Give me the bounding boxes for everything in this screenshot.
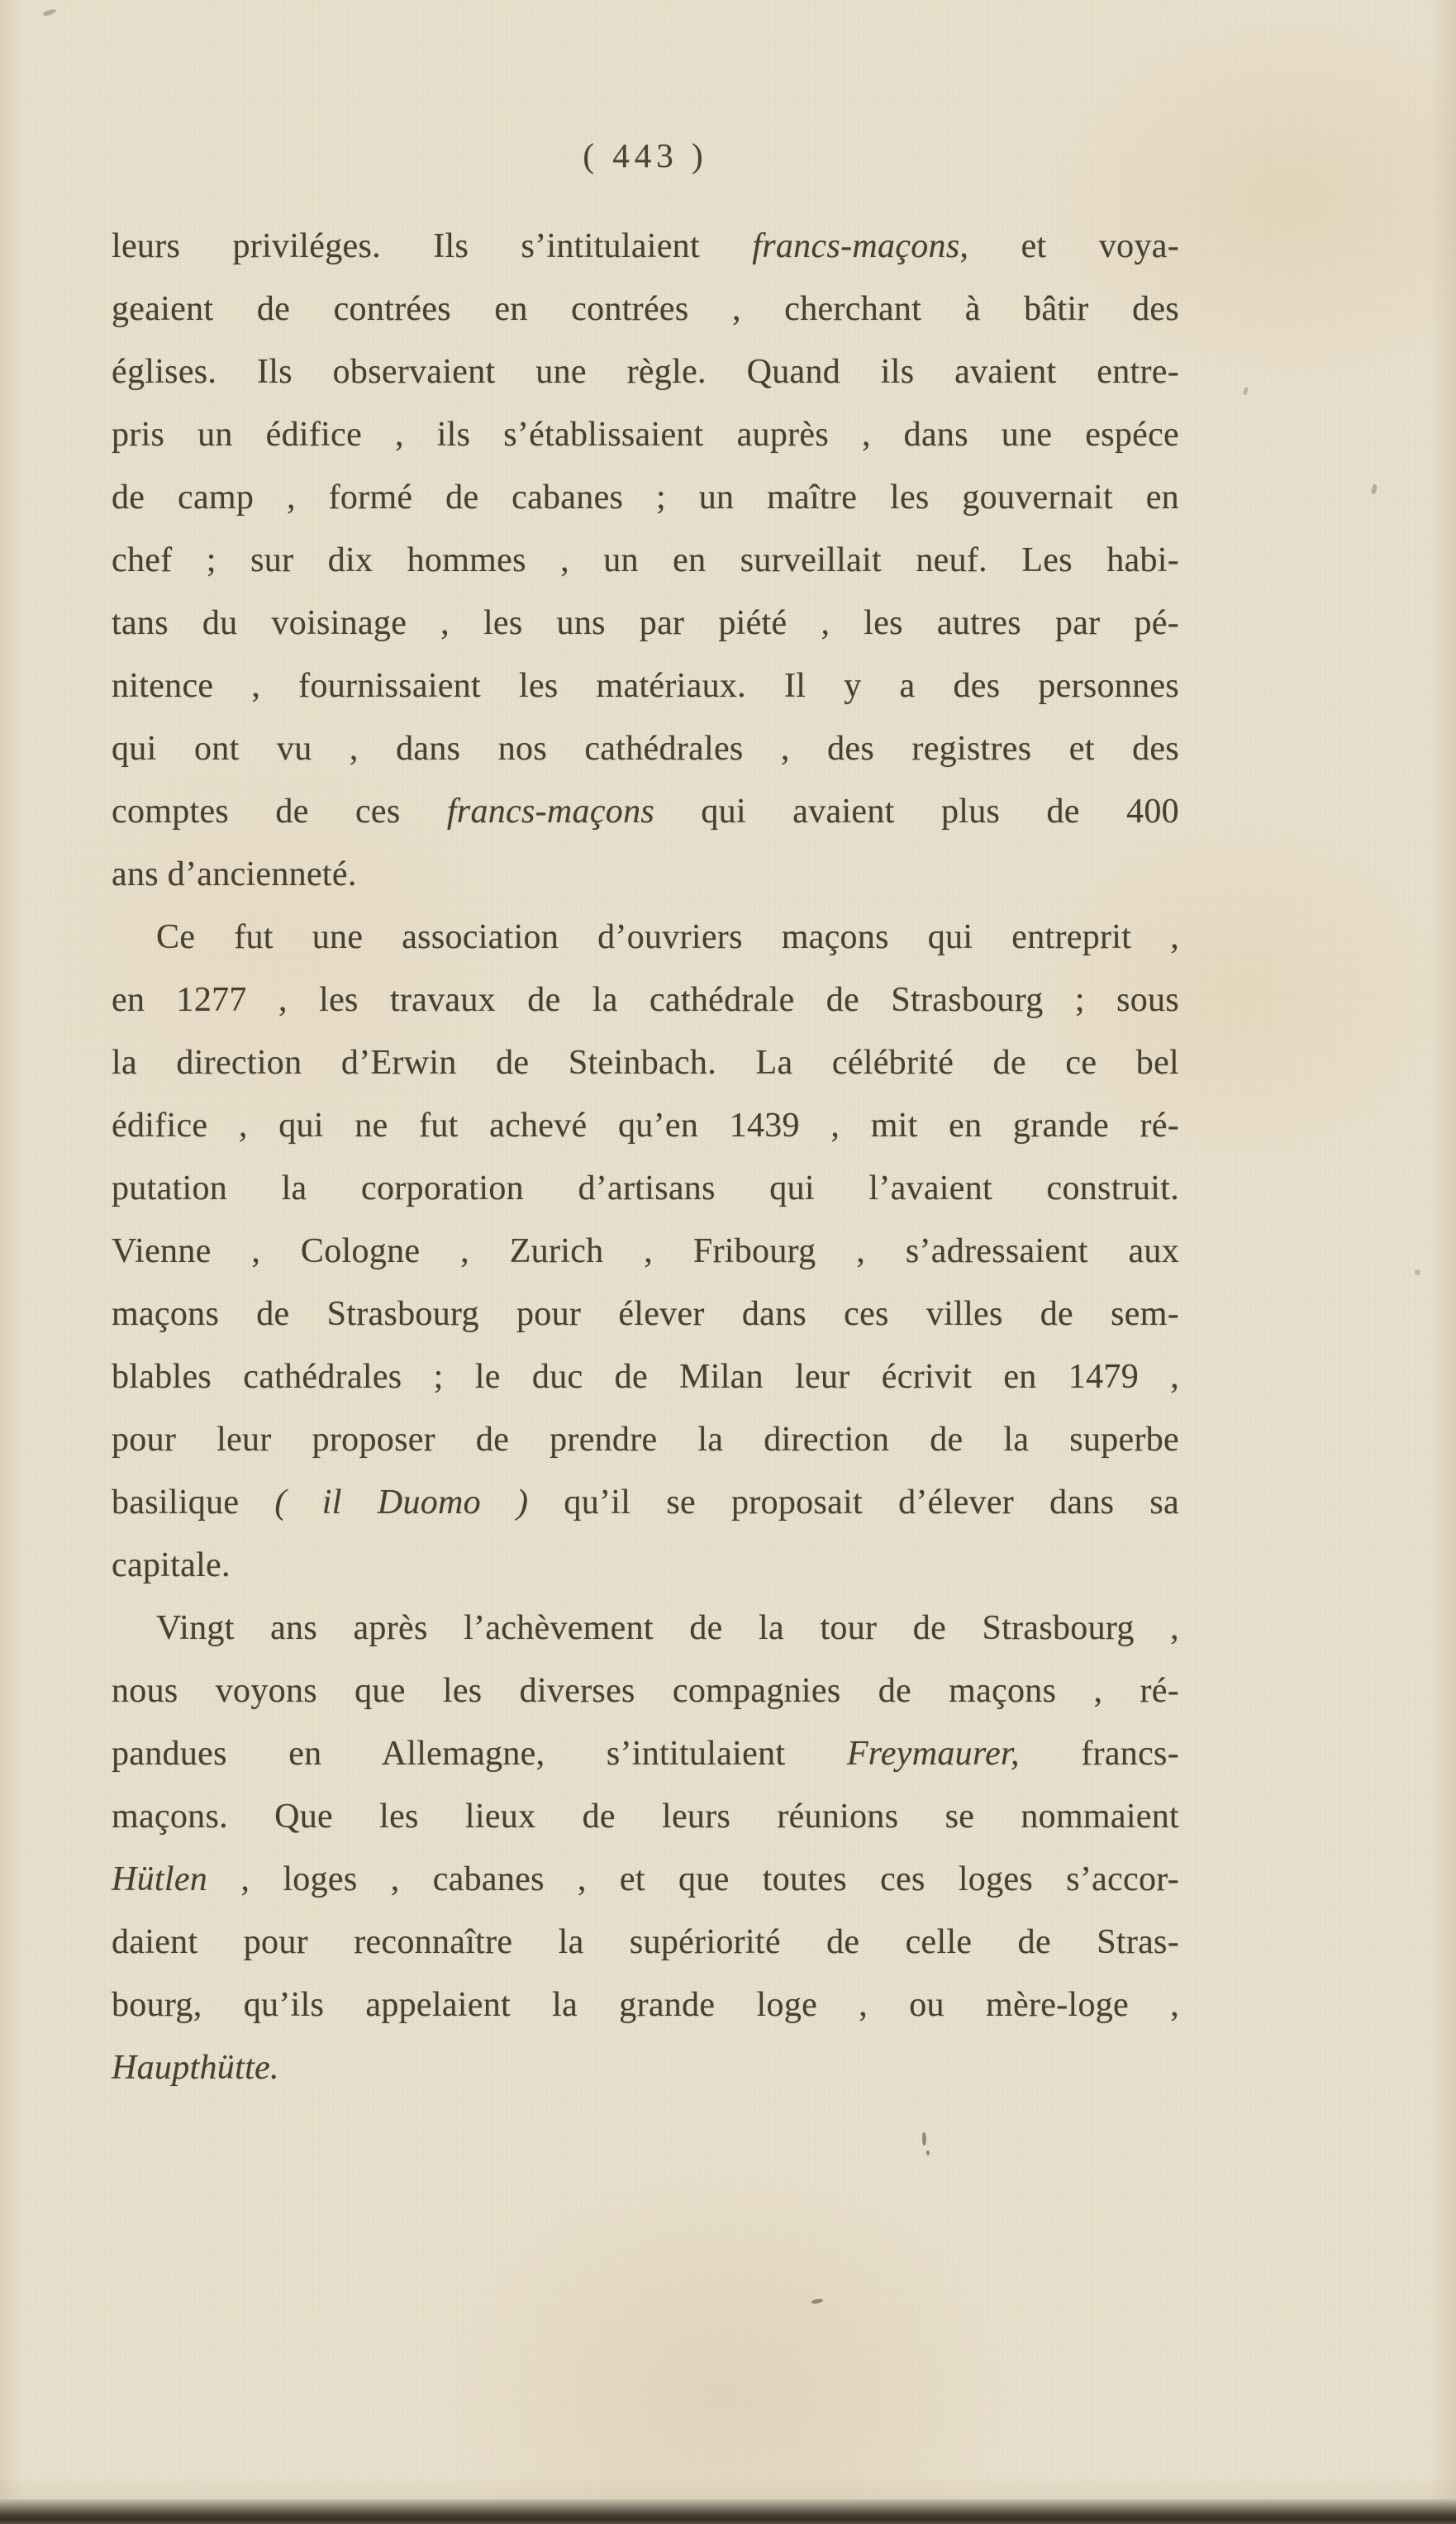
text-segment: églises. Ils observaient une règle. Quand ils avaient entre- xyxy=(112,353,1179,391)
paper-speck xyxy=(811,2298,824,2305)
text-line xyxy=(112,843,1179,906)
text-segment: leurs priviléges. Ils s’intitulaient xyxy=(112,227,753,265)
text-line xyxy=(112,1534,1179,1597)
text-line xyxy=(112,1345,1179,1408)
text-segment: édifice , qui ne fut achevé qu’en 1439 , mit en grande ré- xyxy=(112,1107,1179,1145)
text-line xyxy=(112,215,1179,278)
text-line xyxy=(112,341,1179,403)
text-line xyxy=(112,592,1179,655)
text-line xyxy=(112,1911,1179,1974)
text-line xyxy=(112,1722,1179,1785)
text-segment: nitence , fournissaient les matériaux. Il y a des personnes xyxy=(112,667,1179,705)
text-segment: ans d’ancienneté. xyxy=(112,855,357,893)
text-segment: tans du voisinage , les uns par piété , les autres par pé- xyxy=(112,604,1179,642)
text-line xyxy=(112,1597,1179,1660)
text-line xyxy=(112,1660,1179,1722)
paper-speck xyxy=(926,2150,930,2155)
text-segment: maçons de Strasbourg pour élever dans ces villes de sem- xyxy=(112,1295,1179,1333)
italic-text-segment: Haupthütte. xyxy=(112,2049,279,2087)
text-segment: pandues en Allemagne, s’intitulaient xyxy=(112,1735,847,1773)
text-segment: qu’il se proposait d’élever dans sa xyxy=(528,1483,1179,1522)
paper-speck xyxy=(42,7,56,17)
text-line xyxy=(112,1094,1179,1157)
text-line xyxy=(112,529,1179,592)
text-line xyxy=(112,403,1179,466)
paper-speck xyxy=(922,2132,926,2145)
text-segment: en 1277 , les travaux de la cathédrale de Strasbourg ; sous xyxy=(112,981,1179,1019)
text-segment: basilique xyxy=(112,1483,275,1522)
text-segment: Vienne , Cologne , Zurich , Fribourg , s’adressaient aux xyxy=(112,1232,1179,1270)
text-line xyxy=(112,1220,1179,1283)
paper-speck xyxy=(1370,483,1377,494)
paper-speck xyxy=(1415,1269,1420,1275)
text-segment: Ce fut une association d’ouvriers maçons qui entreprit , xyxy=(156,918,1179,956)
text-segment: maçons. Que les lieux de leurs réunions se nommaient xyxy=(112,1798,1179,1836)
paragraph xyxy=(112,1597,1179,2099)
text-block xyxy=(112,215,1179,2099)
italic-text-segment: ( il Duomo ) xyxy=(274,1483,529,1522)
text-segment: Vingt ans après l’achèvement de la tour de Strasbourg , xyxy=(156,1609,1179,1647)
text-line xyxy=(112,906,1179,969)
text-segment: qui ont vu , dans nos cathédrales , des registres et des xyxy=(112,730,1179,768)
text-line xyxy=(112,969,1179,1031)
italic-text-segment: Hütlen xyxy=(112,1860,208,1898)
page-number: ( 443 ) xyxy=(583,136,708,174)
text-segment: geaient de contrées en contrées , cherchant à bâtir des xyxy=(112,290,1179,328)
text-segment: putation la corporation d’artisans qui l’avaient construit. xyxy=(112,1169,1179,1207)
text-segment: capitale. xyxy=(112,1546,231,1584)
text-segment: chef ; sur dix hommes , un en surveillait neuf. Les habi- xyxy=(112,541,1179,579)
text-line xyxy=(112,1408,1179,1471)
text-line xyxy=(112,466,1179,529)
text-line xyxy=(112,1031,1179,1094)
text-line xyxy=(112,1974,1179,2036)
bottom-scan-edge xyxy=(0,2499,1456,2524)
text-line xyxy=(112,1471,1179,1534)
text-line xyxy=(112,1157,1179,1220)
text-line xyxy=(112,1848,1179,1911)
text-segment: daient pour reconnaître la supériorité de celle de Stras- xyxy=(112,1923,1179,1961)
text-segment: qui avaient plus de 400 xyxy=(654,793,1179,831)
text-line xyxy=(112,655,1179,717)
text-line xyxy=(112,717,1179,780)
text-segment: , loges , cabanes , et que toutes ces loges s’accor- xyxy=(207,1860,1179,1898)
text-segment: blables cathédrales ; le duc de Milan leur écrivit en 1479 , xyxy=(112,1358,1179,1396)
text-segment: bourg, qu’ils appelaient la grande loge , ou mère-loge , xyxy=(112,1986,1179,2024)
text-segment: , et voya- xyxy=(959,227,1179,265)
paragraph xyxy=(112,215,1179,906)
text-segment: francs- xyxy=(1019,1735,1179,1773)
text-segment: pris un édifice , ils s’établissaient auprès , dans une espéce xyxy=(112,416,1179,454)
text-line xyxy=(112,1283,1179,1345)
text-segment: pour leur proposer de prendre la direction de la superbe xyxy=(112,1421,1179,1459)
text-line xyxy=(112,780,1179,843)
text-line xyxy=(112,278,1179,341)
italic-text-segment: Freymaurer, xyxy=(846,1735,1020,1773)
paper-speck xyxy=(1243,387,1249,396)
text-segment: comptes de ces xyxy=(112,793,447,831)
italic-text-segment: francs-maçons xyxy=(752,227,960,265)
text-segment: nous voyons que les diverses compagnies de maçons , ré- xyxy=(112,1672,1179,1710)
text-segment: la direction d’Erwin de Steinbach. La célébrité de ce bel xyxy=(112,1044,1179,1082)
italic-text-segment: francs-maçons xyxy=(446,793,655,831)
text-line xyxy=(112,2036,1179,2099)
text-segment: de camp , formé de cabanes ; un maître les gouvernait en xyxy=(112,479,1179,517)
paragraph xyxy=(112,906,1179,1597)
text-line xyxy=(112,1785,1179,1848)
